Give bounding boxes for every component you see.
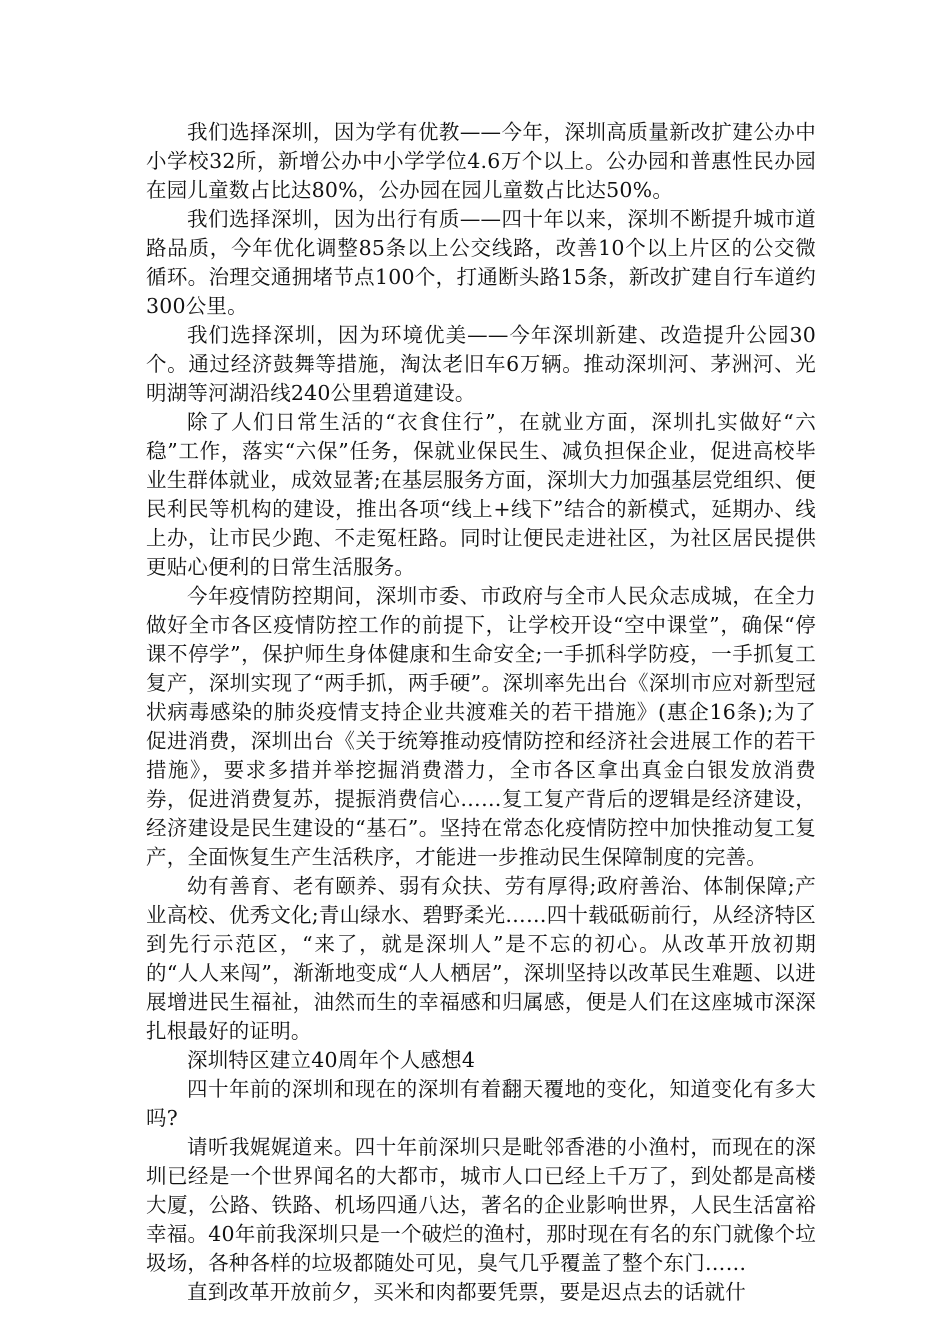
section-heading: 深圳特区建立40周年个人感想4 [187, 1048, 476, 1072]
paragraph-story: 请听我娓娓道来。四十年前深圳只是毗邻香港的小渔村，而现在的深圳已经是一个世界闻名的大都市，城市人口已经上千万了，到处都是高楼大厦，公路、铁路、机场四通八达，著名的企业影响世界，人民生活富裕幸福。40年前我深圳只是一个破烂的渔村，那时现在有名的东门就像个垃圾场，各种各样的垃圾都随处可见，臭气几乎覆盖了整个东门…… [146, 1135, 816, 1275]
paragraph-transport: 我们选择深圳，因为出行有质——四十年以来，深圳不断提升城市道路品质，今年优化调整85条以上公交线路，改善10个以上片区的公交微循环。治理交通拥堵节点100个，打通断头路15条，新改扩建自行车道约300公里。 [146, 207, 816, 318]
paragraph-employment: 除了人们日常生活的“衣食住行”，在就业方面，深圳扎实做好“六稳”工作，落实“六保”任务，保就业保民生、减负担保企业，促进高校毕业生群体就业，成效显著;在基层服务方面，深圳大力加强基层党组织、便民利民等机构的建设，推出各项“线上+线下”结合的新模式，延期办、线上办，让市民少跑、不走冤枉路。同时让便民走进社区，为社区居民提供更贴心便利的日常生活服务。 [146, 410, 816, 579]
paragraph-question: 四十年前的深圳和现在的深圳有着翻天覆地的变化，知道变化有多大吗? [146, 1077, 816, 1130]
paragraph-education: 我们选择深圳，因为学有优教——今年，深圳高质量新改扩建公办中小学校32所，新增公办中小学学位4.6万个以上。公办园和普惠性民办园在园儿童数占比达80%，公办园在园儿童数占比达50%。 [146, 120, 816, 202]
paragraph-wellbeing: 幼有善育、老有颐养、弱有众扶、劳有厚得;政府善治、体制保障;产业高校、优秀文化;青山绿水、碧野柔光……四十载砥砺前行，从经济特区到先行示范区，“来了，就是深圳人”是不忘的初心。从改革开放初期的“人人来闯”，渐渐地变成“人人栖居”，深圳坚持以改革民生难题、以进展增进民生福祉，油然而生的幸福感和归属感，便是人们在这座城市深深扎根最好的证明。 [146, 874, 816, 1043]
document-page [146, 118, 816, 1307]
paragraph-environment: 我们选择深圳，因为环境优美——今年深圳新建、改造提升公园30个。通过经济鼓舞等措施，淘汰老旧车6万辆。推动深圳河、茅洲河、光明湖等河湖沿线240公里碧道建设。 [146, 323, 816, 405]
paragraph-before-reform: 直到改革开放前夕，买米和肉都要凭票，要是迟点去的话就什 [187, 1280, 746, 1304]
paragraph-epidemic: 今年疫情防控期间，深圳市委、市政府与全市人民众志成城，在全力做好全市各区疫情防控工作的前提下，让学校开设“空中课堂”，确保“停课不停学”，保护师生身体健康和生命安全;一手抓科学防疫，一手抓复工复产，深圳实现了“两手抓，两手硬”。深圳率先出台《深圳市应对新型冠状病毒感染的肺炎疫情支持企业共渡难关的若干措施》(惠企16条);为了促进消费，深圳出台《关于统筹推动疫情防控和经济社会进展工作的若干措施》，要求多措并举挖掘消费潜力，全市各区拿出真金白银发放消费券，促进消费复苏，提振消费信心……复工复产背后的逻辑是经济建设，经济建设是民生建设的“基石”。坚持在常态化疫情防控中加快推动复工复产，全面恢复生产生活秩序，才能进一步推动民生保障制度的完善。 [146, 584, 816, 869]
